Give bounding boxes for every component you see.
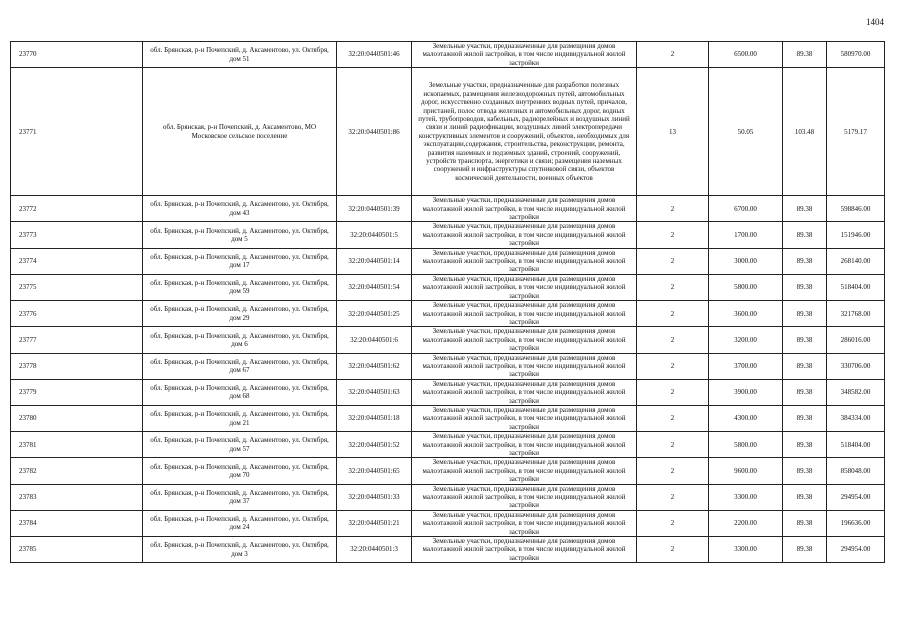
- land-use-cell: Земельные участки, предназначенные для размещения домов малоэтажной жилой застройки, в том числе индивидуальной жилой застройки: [412, 432, 637, 458]
- area-cell: 50.05: [709, 68, 783, 196]
- table-row: [11, 379, 885, 405]
- table-row: [11, 405, 885, 431]
- rate-cell: 89.38: [783, 274, 827, 300]
- quantity-cell: 2: [637, 327, 709, 353]
- row-id-cell: 23771: [11, 68, 143, 196]
- value-cell: 518404.00: [827, 432, 885, 458]
- rate-cell: 89.38: [783, 301, 827, 327]
- address-cell: обл. Брянская, р-н Почепский, д. Аксаментово, ул. Октября, дом 51: [143, 42, 337, 68]
- land-use-cell: Земельные участки, предназначенные для размещения домов малоэтажной жилой застройки, в том числе индивидуальной жилой застройки: [412, 405, 637, 431]
- row-id-cell: 23779: [11, 379, 143, 405]
- area-cell: 2200.00: [709, 510, 783, 536]
- land-use-cell: Земельные участки, предназначенные для размещения домов малоэтажной жилой застройки, в том числе индивидуальной жилой застройки: [412, 196, 637, 222]
- table-row: [11, 222, 885, 248]
- cadastral-number-cell: 32:20:0440501:63: [337, 379, 412, 405]
- address-cell: обл. Брянская, р-н Почепский, д. Аксаментово, ул. Октября, дом 37: [143, 484, 337, 510]
- rate-cell: 89.38: [783, 405, 827, 431]
- rate-cell: 89.38: [783, 458, 827, 484]
- value-cell: 286016.00: [827, 327, 885, 353]
- address-cell: обл. Брянская, р-н Почепский, д. Аксаментово, ул. Октября, дом 17: [143, 248, 337, 274]
- cadastral-number-cell: 32:20:0440501:86: [337, 68, 412, 196]
- address-cell: обл. Брянская, р-н Почепский, д. Аксаментово, ул. Октября, дом 68: [143, 379, 337, 405]
- area-cell: 3700.00: [709, 353, 783, 379]
- address-cell: обл. Брянская, р-н Почепский, д. Аксаментово, ул. Октября, дом 21: [143, 405, 337, 431]
- land-use-cell: Земельные участки, предназначенные для размещения домов малоэтажной жилой застройки, в том числе индивидуальной жилой застройки: [412, 42, 637, 68]
- land-use-cell: Земельные участки, предназначенные для размещения домов малоэтажной жилой застройки, в том числе индивидуальной жилой застройки: [412, 353, 637, 379]
- table-row: [11, 301, 885, 327]
- table-row: [11, 248, 885, 274]
- quantity-cell: 2: [637, 222, 709, 248]
- value-cell: 321768.00: [827, 301, 885, 327]
- quantity-cell: 2: [637, 301, 709, 327]
- quantity-cell: 2: [637, 458, 709, 484]
- quantity-cell: 2: [637, 510, 709, 536]
- address-cell: обл. Брянская, р-н Почепский, д. Аксаментово, ул. Октября, дом 67: [143, 353, 337, 379]
- value-cell: 518404.00: [827, 274, 885, 300]
- area-cell: 3300.00: [709, 537, 783, 563]
- cadastral-number-cell: 32:20:0440501:5: [337, 222, 412, 248]
- value-cell: 294954.00: [827, 484, 885, 510]
- area-cell: 9600.00: [709, 458, 783, 484]
- row-id-cell: 23778: [11, 353, 143, 379]
- land-use-cell: Земельные участки, предназначенные для размещения домов малоэтажной жилой застройки, в том числе индивидуальной жилой застройки: [412, 222, 637, 248]
- area-cell: 3900.00: [709, 379, 783, 405]
- cadastral-number-cell: 32:20:0440501:6: [337, 327, 412, 353]
- quantity-cell: 2: [637, 379, 709, 405]
- address-cell: обл. Брянская, р-н Почепский, д. Аксаментово, МО Московское сельское поселение: [143, 68, 337, 196]
- value-cell: 858048.00: [827, 458, 885, 484]
- rate-cell: 89.38: [783, 42, 827, 68]
- address-cell: обл. Брянская, р-н Почепский, д. Аксаментово, ул. Октября, дом 5: [143, 222, 337, 248]
- cadastral-number-cell: 32:20:0440501:25: [337, 301, 412, 327]
- area-cell: 3200.00: [709, 327, 783, 353]
- area-cell: 5800.00: [709, 274, 783, 300]
- address-cell: обл. Брянская, р-н Почепский, д. Аксаментово, ул. Октября, дом 70: [143, 458, 337, 484]
- value-cell: 196636.00: [827, 510, 885, 536]
- cadastral-number-cell: 32:20:0440501:62: [337, 353, 412, 379]
- row-id-cell: 23781: [11, 432, 143, 458]
- area-cell: 6700.00: [709, 196, 783, 222]
- row-id-cell: 23775: [11, 274, 143, 300]
- rate-cell: 89.38: [783, 248, 827, 274]
- land-use-cell: Земельные участки, предназначенные для размещения домов малоэтажной жилой застройки, в том числе индивидуальной жилой застройки: [412, 458, 637, 484]
- rate-cell: 89.38: [783, 379, 827, 405]
- cadastral-number-cell: 32:20:0440501:46: [337, 42, 412, 68]
- value-cell: 294954.00: [827, 537, 885, 563]
- table-row: [11, 537, 885, 563]
- rate-cell: 89.38: [783, 222, 827, 248]
- cadastral-number-cell: 32:20:0440501:33: [337, 484, 412, 510]
- row-id-cell: 23780: [11, 405, 143, 431]
- area-cell: 3000.00: [709, 248, 783, 274]
- rate-cell: 89.38: [783, 327, 827, 353]
- table-row: [11, 327, 885, 353]
- quantity-cell: 2: [637, 353, 709, 379]
- quantity-cell: 2: [637, 196, 709, 222]
- table-row: [11, 510, 885, 536]
- land-use-cell: Земельные участки, предназначенные для размещения домов малоэтажной жилой застройки, в том числе индивидуальной жилой застройки: [412, 537, 637, 563]
- quantity-cell: 2: [637, 42, 709, 68]
- area-cell: 5800.00: [709, 432, 783, 458]
- area-cell: 6500.00: [709, 42, 783, 68]
- table-body: [11, 42, 885, 563]
- value-cell: 598846.00: [827, 196, 885, 222]
- row-id-cell: 23772: [11, 196, 143, 222]
- land-use-cell: Земельные участки, предназначенные для размещения домов малоэтажной жилой застройки, в том числе индивидуальной жилой застройки: [412, 301, 637, 327]
- row-id-cell: 23773: [11, 222, 143, 248]
- land-use-cell: Земельные участки, предназначенные для размещения домов малоэтажной жилой застройки, в том числе индивидуальной жилой застройки: [412, 248, 637, 274]
- rate-cell: 103.48: [783, 68, 827, 196]
- table-row: [11, 353, 885, 379]
- address-cell: обл. Брянская, р-н Почепский, д. Аксаментово, ул. Октября, дом 57: [143, 432, 337, 458]
- rate-cell: 89.38: [783, 196, 827, 222]
- quantity-cell: 2: [637, 432, 709, 458]
- cadastral-number-cell: 32:20:0440501:54: [337, 274, 412, 300]
- row-id-cell: 23784: [11, 510, 143, 536]
- value-cell: 580970.00: [827, 42, 885, 68]
- quantity-cell: 2: [637, 248, 709, 274]
- row-id-cell: 23776: [11, 301, 143, 327]
- table-row: [11, 196, 885, 222]
- row-id-cell: 23777: [11, 327, 143, 353]
- address-cell: обл. Брянская, р-н Почепский, д. Аксаментово, ул. Октября, дом 6: [143, 327, 337, 353]
- value-cell: 348582.00: [827, 379, 885, 405]
- value-cell: 384334.00: [827, 405, 885, 431]
- row-id-cell: 23770: [11, 42, 143, 68]
- land-use-cell: Земельные участки, предназначенные для размещения домов малоэтажной жилой застройки, в том числе индивидуальной жилой застройки: [412, 510, 637, 536]
- rate-cell: 89.38: [783, 510, 827, 536]
- value-cell: 151946.00: [827, 222, 885, 248]
- table-row: [11, 42, 885, 68]
- quantity-cell: 2: [637, 274, 709, 300]
- area-cell: 4300.00: [709, 405, 783, 431]
- row-id-cell: 23785: [11, 537, 143, 563]
- address-cell: обл. Брянская, р-н Почепский, д. Аксаментово, ул. Октября, дом 43: [143, 196, 337, 222]
- cadastral-number-cell: 32:20:0440501:39: [337, 196, 412, 222]
- address-cell: обл. Брянская, р-н Почепский, д. Аксаментово, ул. Октября, дом 3: [143, 537, 337, 563]
- row-id-cell: 23774: [11, 248, 143, 274]
- cadastral-number-cell: 32:20:0440501:21: [337, 510, 412, 536]
- land-use-cell: Земельные участки, предназначенные для размещения домов малоэтажной жилой застройки, в том числе индивидуальной жилой застройки: [412, 484, 637, 510]
- land-use-cell: Земельные участки, предназначенные для размещения домов малоэтажной жилой застройки, в том числе индивидуальной жилой застройки: [412, 327, 637, 353]
- table-row: [11, 274, 885, 300]
- rate-cell: 89.38: [783, 537, 827, 563]
- address-cell: обл. Брянская, р-н Почепский, д. Аксаментово, ул. Октября, дом 29: [143, 301, 337, 327]
- value-cell: 268140.00: [827, 248, 885, 274]
- area-cell: 3600.00: [709, 301, 783, 327]
- rate-cell: 89.38: [783, 484, 827, 510]
- area-cell: 1700.00: [709, 222, 783, 248]
- quantity-cell: 2: [637, 484, 709, 510]
- rate-cell: 89.38: [783, 353, 827, 379]
- cadastral-number-cell: 32:20:0440501:65: [337, 458, 412, 484]
- rate-cell: 89.38: [783, 432, 827, 458]
- land-use-cell: Земельные участки, предназначенные для размещения домов малоэтажной жилой застройки, в том числе индивидуальной жилой застройки: [412, 379, 637, 405]
- quantity-cell: 2: [637, 537, 709, 563]
- value-cell: 5179.17: [827, 68, 885, 196]
- cadastral-number-cell: 32:20:0440501:14: [337, 248, 412, 274]
- page-number: 1404: [866, 17, 884, 27]
- table-row: [11, 68, 885, 196]
- cadastral-number-cell: 32:20:0440501:3: [337, 537, 412, 563]
- land-use-cell: Земельные участки, предназначенные для размещения домов малоэтажной жилой застройки, в том числе индивидуальной жилой застройки: [412, 274, 637, 300]
- table-row: [11, 458, 885, 484]
- quantity-cell: 2: [637, 405, 709, 431]
- cadastral-table: [10, 41, 885, 563]
- value-cell: 330706.00: [827, 353, 885, 379]
- land-use-cell: Земельные участки, предназначенные для разработки полезных ископаемых, размещения железнодорожных путей, автомобильных дорог, искусственно созданных внутренних водных путей, причалов, пристаней, полос отвода железных и автомобильных дорог, водных путей, трубопроводов, кабельных, радиорелейных и воздушных линий связи и линий радиофикации, воздушных линий электропередачи конструктивных элементов и сооружений, объектов, необходимых для эксплуатации,содержания, строительства, реконструкции, ремонта, развития наземных и подземных зданий, строений, сооружений, устройств транспорта, энергетики и связи; размещения наземных сооружений и инфраструктуры спутниковой связи, объектов космической деятельности, военных объектов: [412, 68, 637, 196]
- address-cell: обл. Брянская, р-н Почепский, д. Аксаментово, ул. Октября, дом 24: [143, 510, 337, 536]
- row-id-cell: 23782: [11, 458, 143, 484]
- table-row: [11, 432, 885, 458]
- cadastral-number-cell: 32:20:0440501:52: [337, 432, 412, 458]
- area-cell: 3300.00: [709, 484, 783, 510]
- quantity-cell: 13: [637, 68, 709, 196]
- cadastral-number-cell: 32:20:0440501:18: [337, 405, 412, 431]
- address-cell: обл. Брянская, р-н Почепский, д. Аксаментово, ул. Октября, дом 59: [143, 274, 337, 300]
- table-row: [11, 484, 885, 510]
- row-id-cell: 23783: [11, 484, 143, 510]
